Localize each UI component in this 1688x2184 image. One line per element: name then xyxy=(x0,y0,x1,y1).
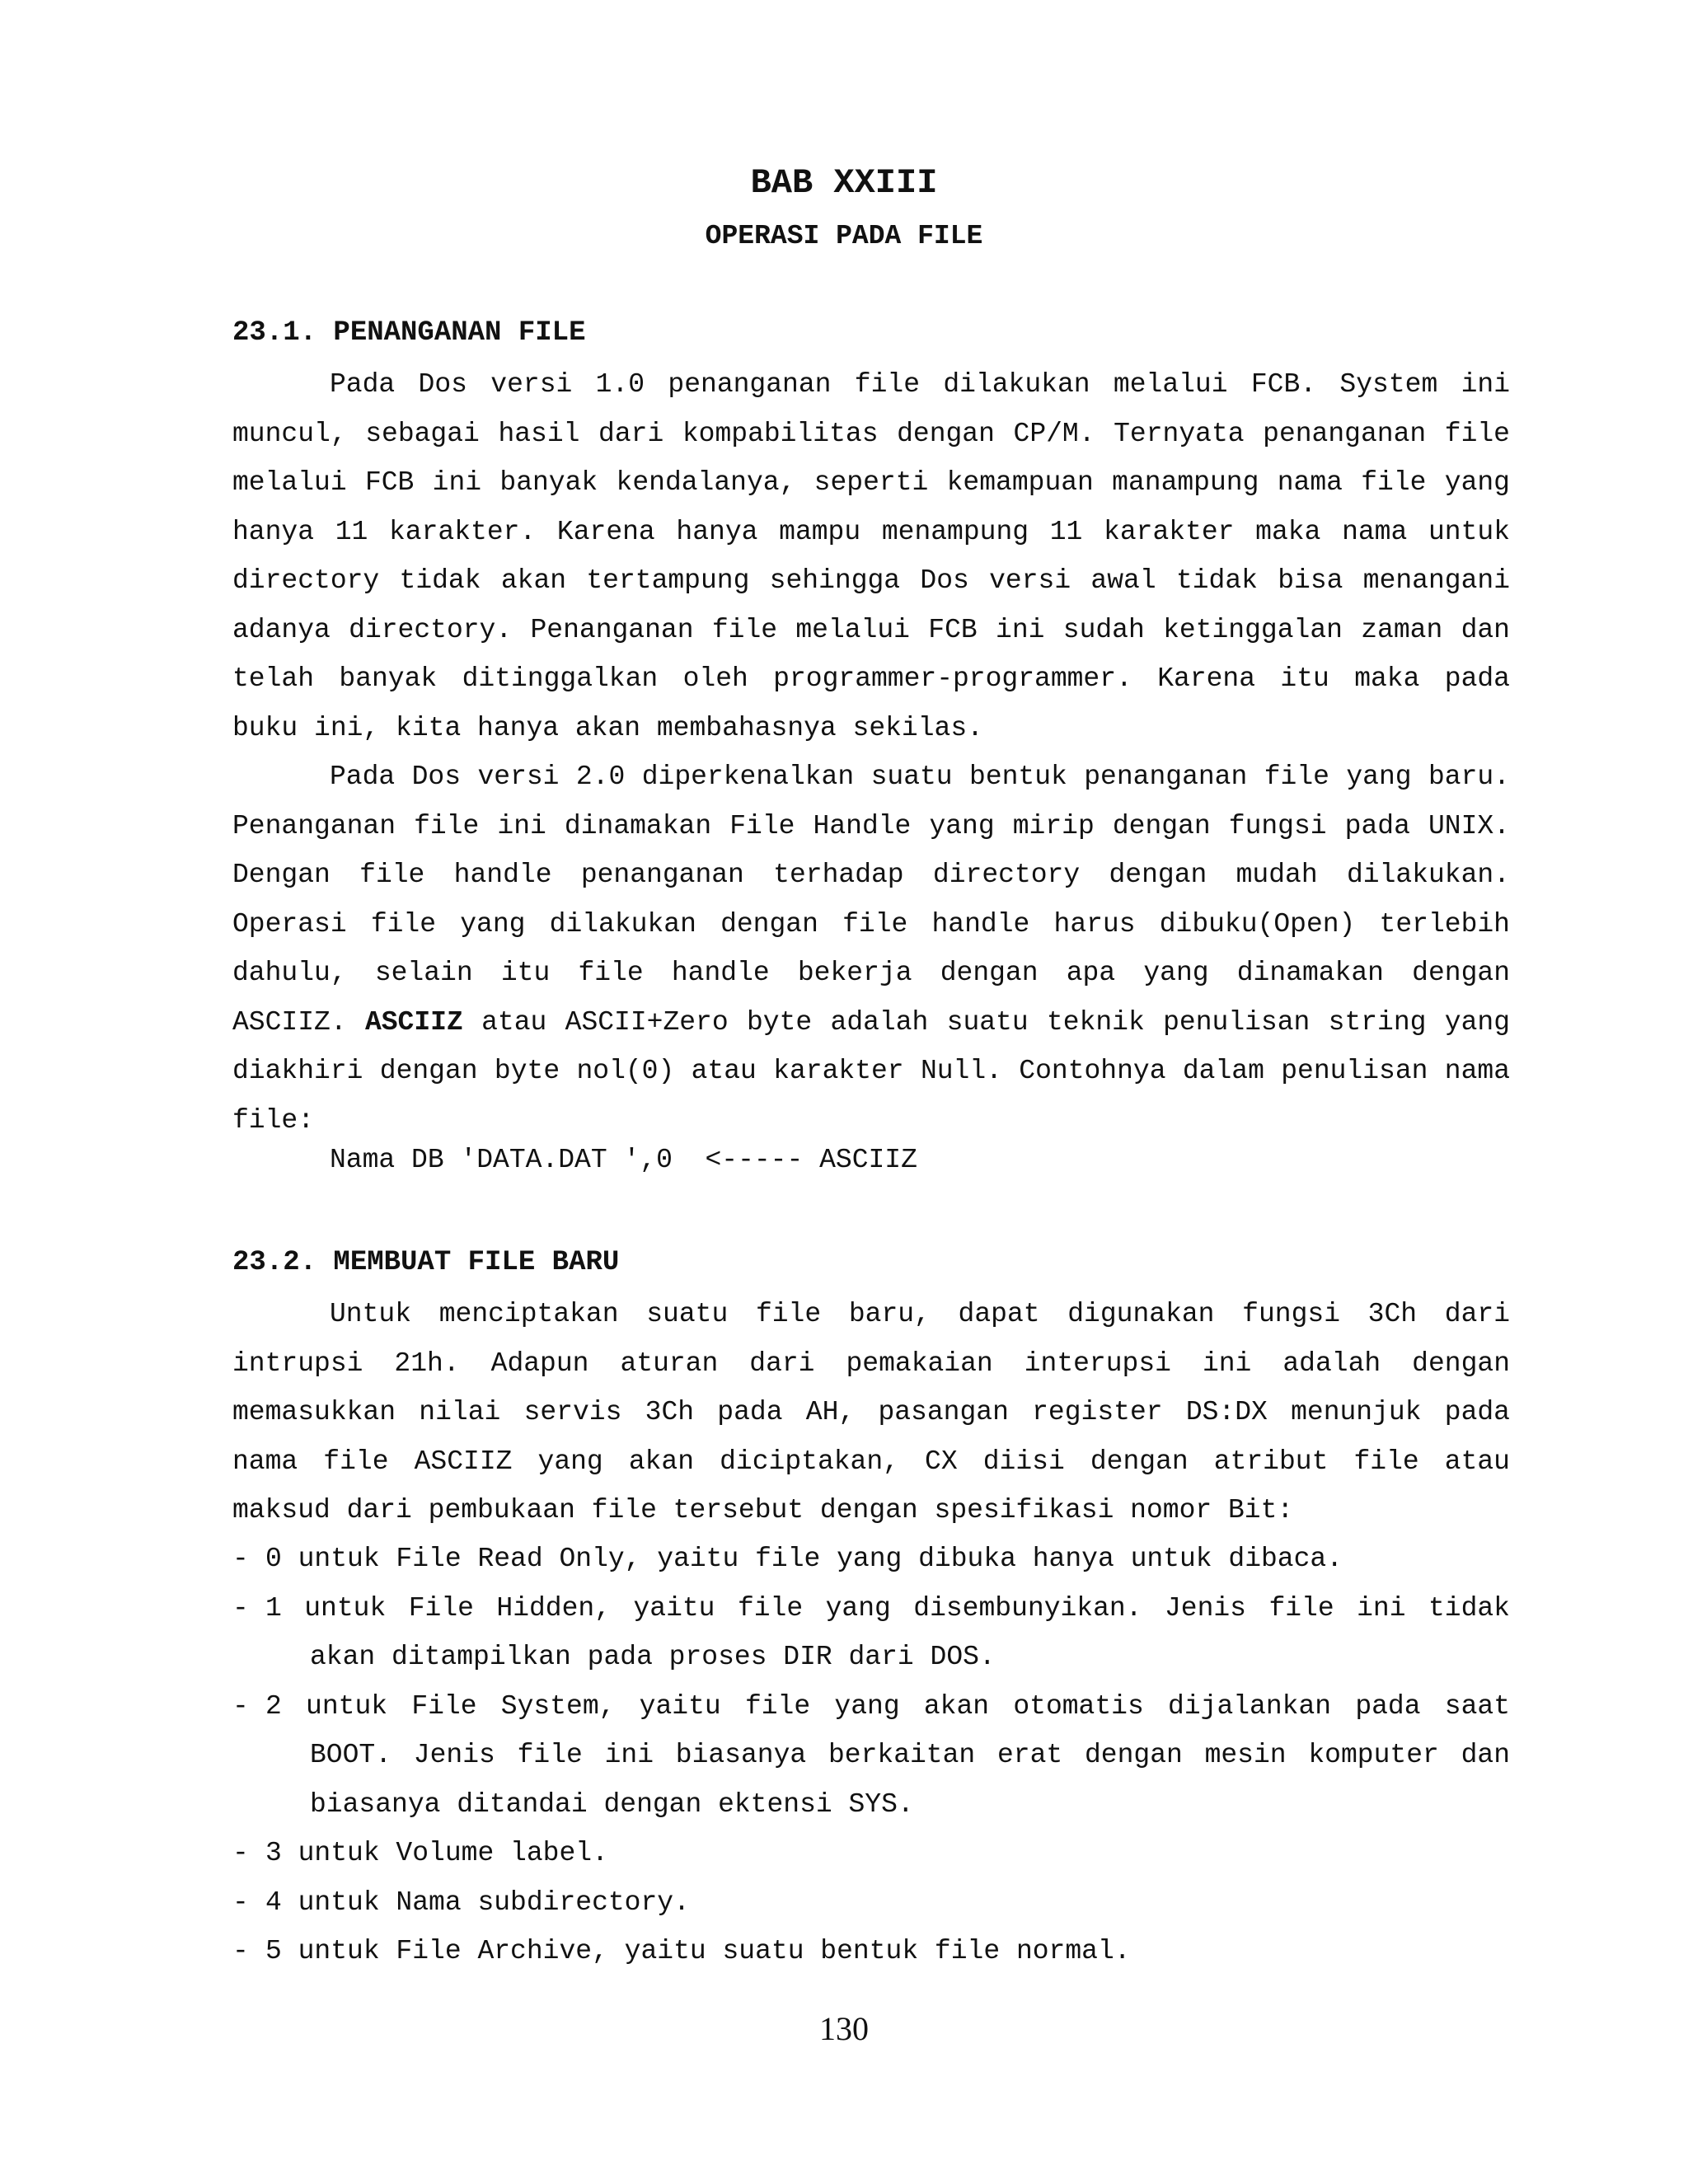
list-dash: - xyxy=(232,1544,249,1574)
section-heading-penanganan-file: 23.1. PENANGANAN FILE xyxy=(232,317,586,349)
chapter-title: BAB XXIII xyxy=(750,163,938,203)
paragraph-fcb: Pada Dos versi 1.0 penanganan file dilakukan melalui FCB. System ini muncul, sebagai hasil dari kompabilitas dengan CP/M. Ternyata penanganan file melalui FCB ini banyak kendalanya, seperti kemampuan manampung nama file yang hanya 11 karakter. Karena hanya mampu menampung 11 karakter maka nama untuk directory tidak akan tertampung sehingga Dos versi awal tidak bisa menangani adanya directory. Penanganan file melalui FCB ini sudah ketinggalan zaman dan telah banyak ditinggalkan oleh programmer-programmer. Karena itu maka pada buku ini, kita hanya akan membahasnya sekilas. xyxy=(232,369,1510,743)
list-item-text: 3 untuk Volume label. xyxy=(265,1838,608,1868)
list-dash: - xyxy=(232,1886,249,1918)
section-heading-membuat-file-baru: 23.2. MEMBUAT FILE BARU xyxy=(232,1247,620,1278)
paragraph-create-file: Untuk menciptakan suatu file baru, dapat digunakan fungsi 3Ch dari intrupsi 21h. Adapun aturan dari pemakaian interupsi ini adalah dengan memasukkan nilai servis 3Ch pada AH, pasangan register DS:DX menunjuk pada nama file ASCIIZ yang akan diciptakan, CX diisi dengan atribut file atau maksud dari pembukaan file tersebut dengan spesifikasi nomor Bit: xyxy=(232,1299,1510,1526)
list-item xyxy=(232,1584,1510,1682)
list-item xyxy=(232,1878,1510,1928)
chapter-subtitle: OPERASI PADA FILE xyxy=(705,221,983,251)
list-item-text: 0 untuk File Read Only, yaitu file yang dibuka hanya untuk dibaca. xyxy=(265,1544,1343,1574)
list-dash: - xyxy=(232,1838,249,1868)
list-dash: - xyxy=(232,1592,249,1624)
paragraph-file-handle xyxy=(232,752,1510,1145)
list-item xyxy=(232,1535,1510,1584)
bit-attribute-list xyxy=(232,1535,1510,1976)
paragraph-file-handle-text-cont: atau ASCII+Zero byte adalah suatu teknik penulisan string yang diakhiri dengan byte nol(0) atau karakter Null. Contohnya dalam penulisan nama file: xyxy=(232,1006,1510,1136)
list-item xyxy=(232,1927,1510,1976)
paragraph-file-handle-text: Pada Dos versi 2.0 diperkenalkan suatu bentuk penanganan file yang baru. Penanganan file ini dinamakan File Handle yang mirip dengan fungsi pada UNIX. Dengan file handle penanganan terhadap directory dengan mudah dilakukan. Operasi file yang dilakukan dengan file handle harus dibuku(Open) terlebih dahulu, selain itu file handle bekerja dengan apa yang dinamakan dengan ASCIIZ. xyxy=(232,762,1510,1038)
list-item xyxy=(232,1682,1510,1830)
list-item-text: 5 untuk File Archive, yaitu suatu bentuk file normal. xyxy=(265,1936,1131,1966)
list-item-text: 4 untuk Nama subdirectory. xyxy=(265,1886,690,1918)
list-dash: - xyxy=(232,1936,249,1966)
page-number: 130 xyxy=(819,2010,869,2047)
asciiz-term: ASCIIZ xyxy=(364,1006,463,1038)
list-item-text: 2 untuk File System, yaitu file yang akan otomatis dijalankan pada saat BOOT. Jenis file ini biasanya berkaitan erat dengan mesin komputer dan biasanya ditandai dengan ektensi SYS. xyxy=(265,1690,1510,1820)
code-example-asciiz: Nama DB 'DATA.DAT ',0 <----- ASCIIZ xyxy=(330,1145,917,1175)
list-dash: - xyxy=(232,1690,249,1722)
list-item-text: 1 untuk File Hidden, yaitu file yang disembunyikan. Jenis file ini tidak akan ditampilkan pada proses DIR dari DOS. xyxy=(265,1592,1510,1672)
list-item xyxy=(232,1829,1510,1878)
